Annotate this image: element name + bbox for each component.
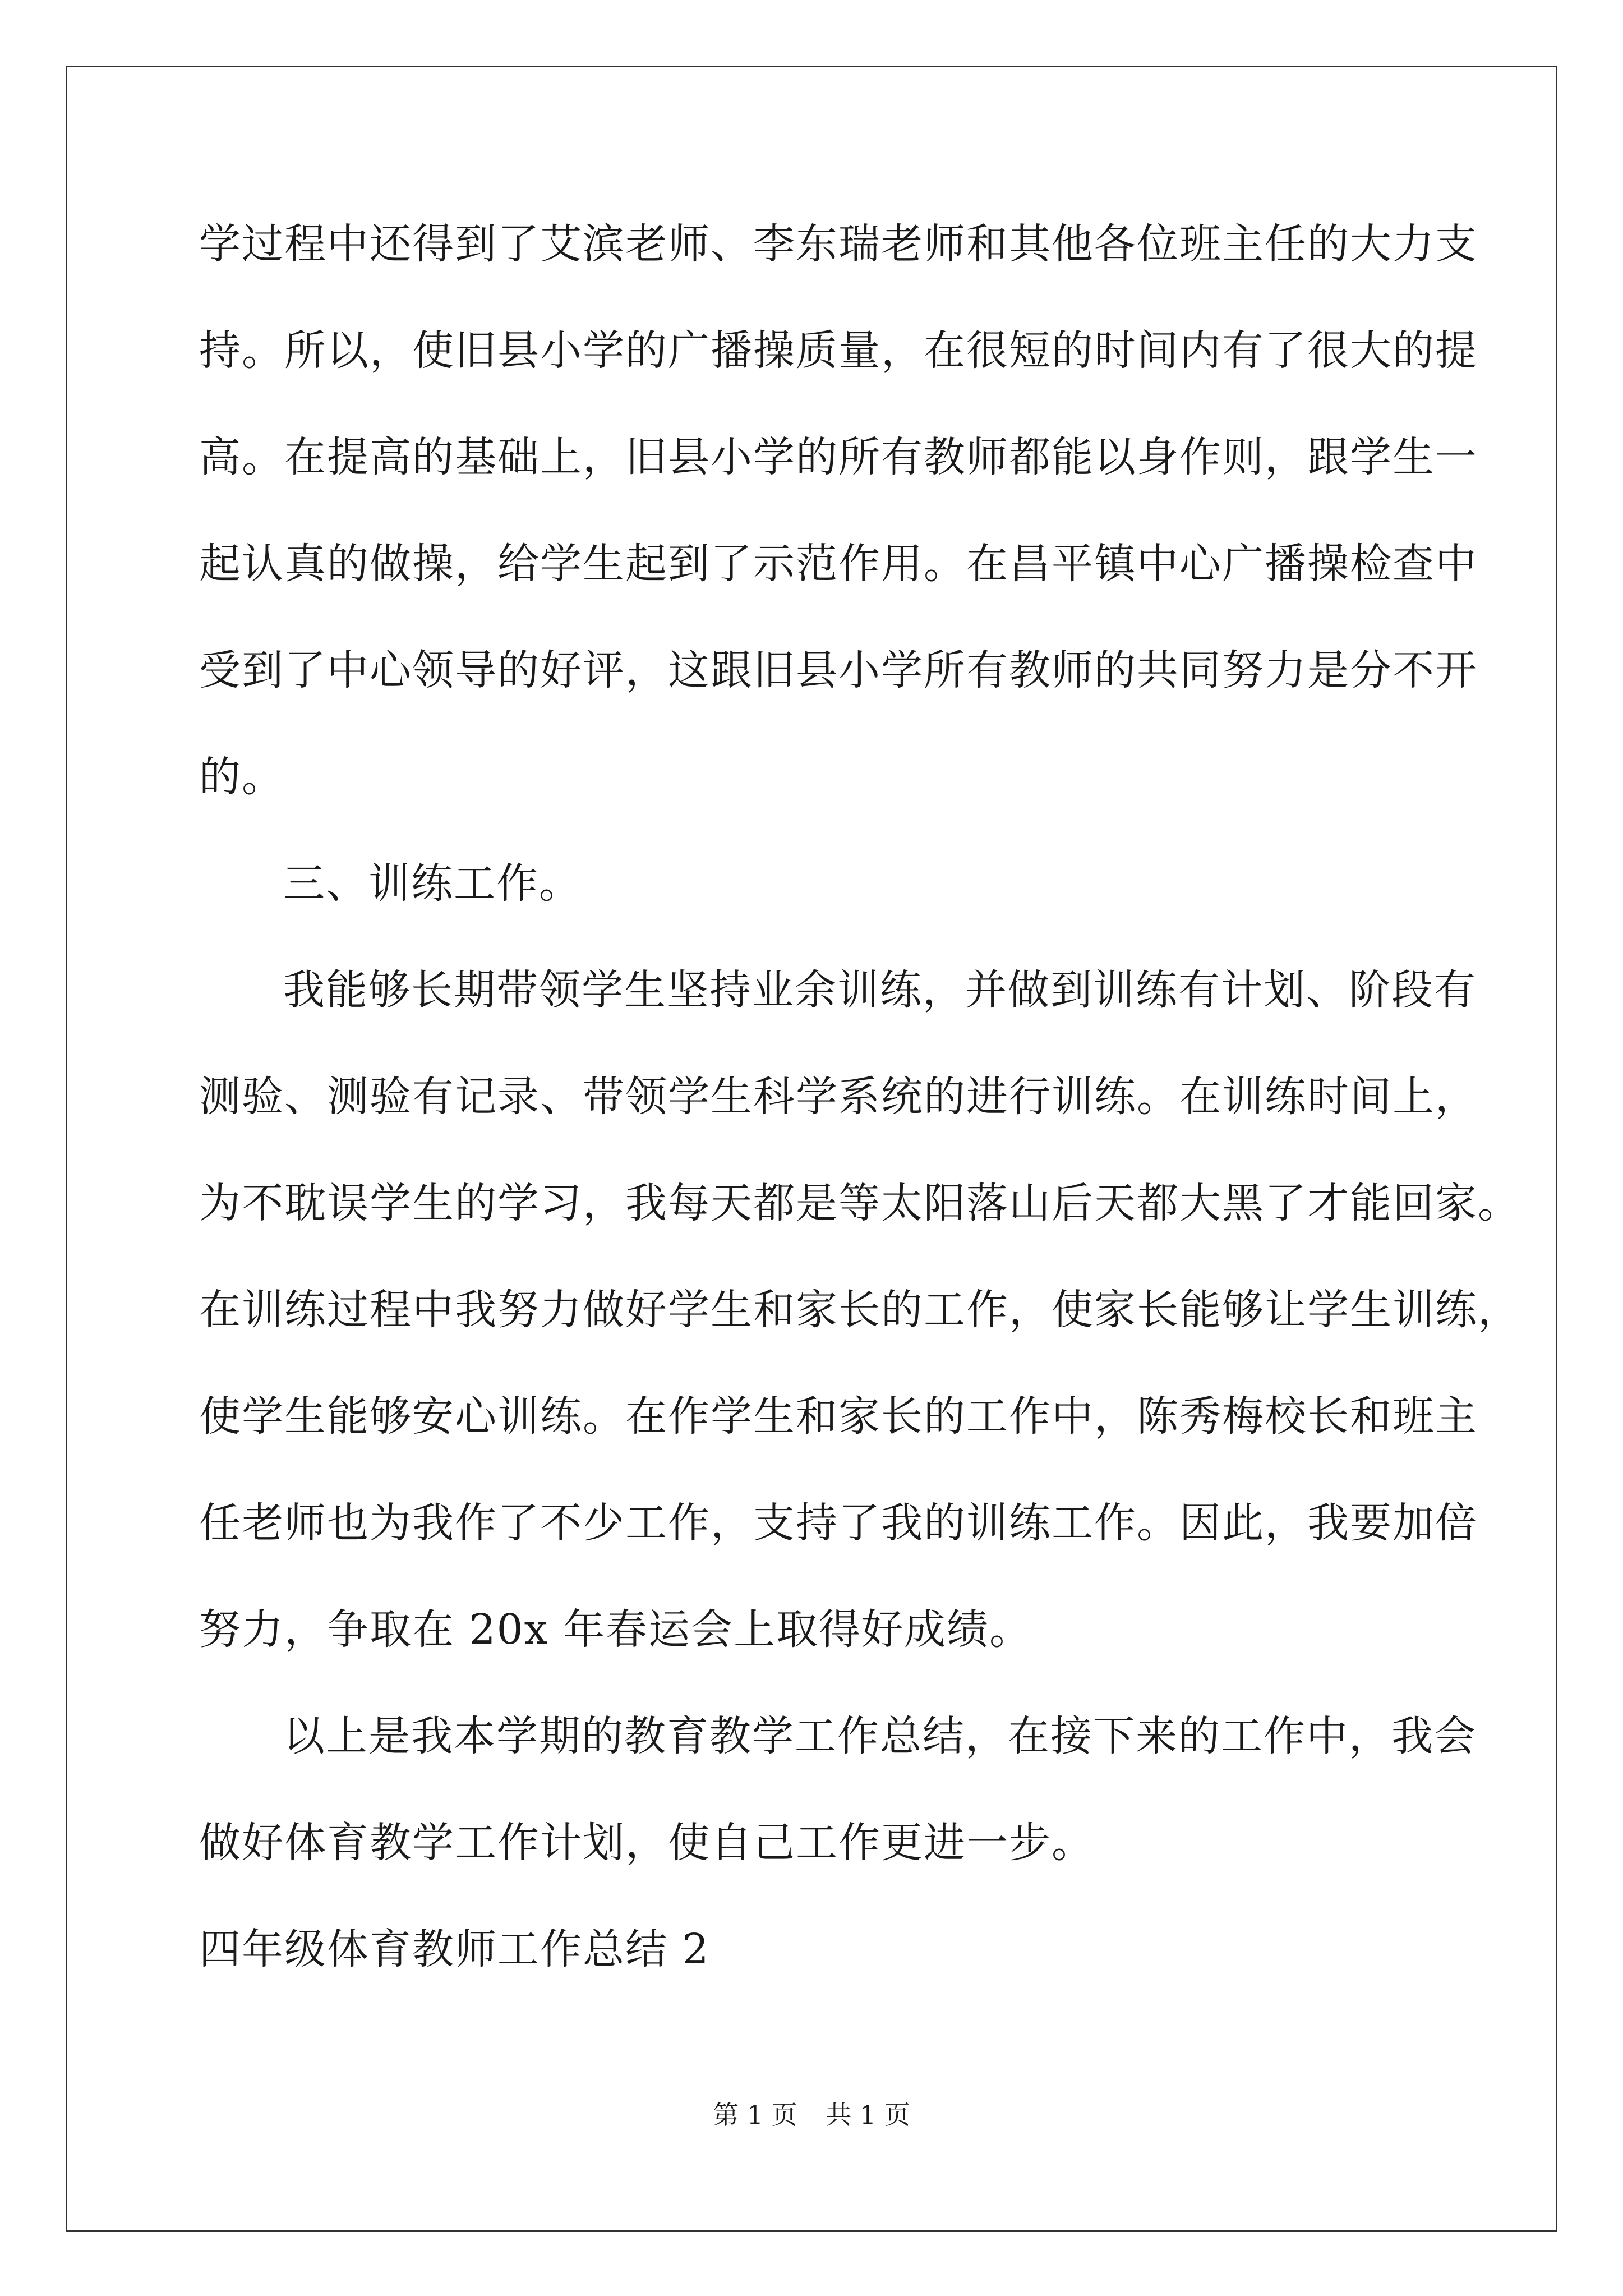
text-line-9: 测验、测验有记录、带领学生科学系统的进行训练。在训练时间上， [199, 1073, 1478, 1121]
text-line-4: 起认真的做操，给学生起到了示范作用。在昌平镇中心广播操检查中 [199, 540, 1478, 588]
page-total: 共 1 页 [826, 2100, 910, 2130]
text-line-2: 持。所以，使旧县小学的广播操质量，在很短的时间内有了很大的提 [199, 326, 1478, 375]
text-line-3: 高。在提高的基础上，旧县小学的所有教师都能以身作则，跟学生一 [199, 433, 1478, 481]
document-title-2: 四年级体育教师工作总结 2 [199, 1925, 710, 1973]
text-line-13: 任老师也为我作了不少工作，支持了我的训练工作。因此，我要加倍 [199, 1499, 1478, 1547]
text-line-1: 学过程中还得到了艾滨老师、李东瑞老师和其他各位班主任的大力支 [199, 220, 1478, 268]
page-border [66, 66, 1557, 2232]
text-line-14: 努力，争取在 20x 年春运会上取得好成绩。 [199, 1605, 1032, 1654]
text-line-6: 的。 [199, 753, 284, 801]
text-line-11: 在训练过程中我努力做好学生和家长的工作，使家长能够让学生训练， [199, 1286, 1520, 1334]
text-line-12: 使学生能够安心训练。在作学生和家长的工作中，陈秀梅校长和班主 [199, 1392, 1478, 1441]
section-heading-training: 三、训练工作。 [283, 859, 582, 908]
text-line-15: 以上是我本学期的教育教学工作总结，在接下来的工作中，我会 [283, 1712, 1477, 1760]
page-footer [0, 2098, 1623, 2132]
text-line-10: 为不耽误学生的学习，我每天都是等太阳落山后天都大黑了才能回家。 [199, 1179, 1520, 1227]
text-line-8: 我能够长期带领学生坚持业余训练，并做到训练有计划、阶段有 [283, 966, 1477, 1014]
page-number: 第 1 页 [713, 2100, 797, 2130]
text-line-16: 做好体育教学工作计划，使自己工作更进一步。 [199, 1819, 1094, 1867]
text-line-5: 受到了中心领导的好评，这跟旧县小学所有教师的共同努力是分不开 [199, 646, 1478, 694]
